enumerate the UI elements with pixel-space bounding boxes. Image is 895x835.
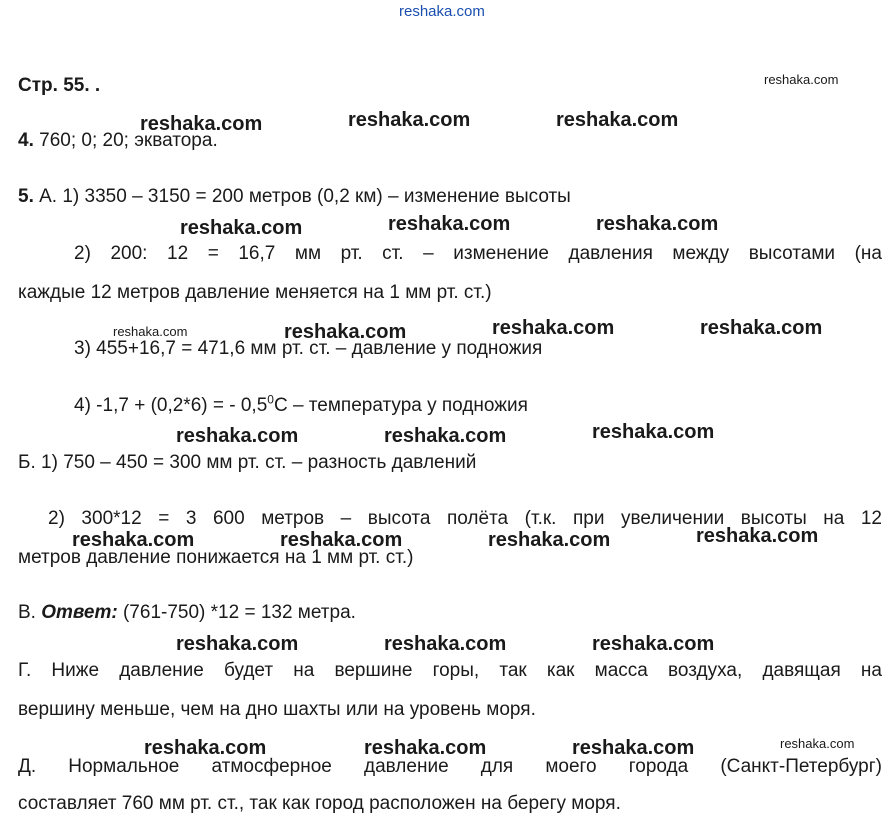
watermark: reshaka.com xyxy=(592,421,715,443)
watermark: reshaka.com xyxy=(384,425,507,447)
b2-line2: метров давление понижается на 1 мм рт. ст.) xyxy=(18,547,414,568)
a3-line: 3) 455+16,7 = 471,6 мм рт. ст. – давление у подножия xyxy=(74,338,543,359)
watermark: reshaka.com xyxy=(596,213,719,235)
b2-line1: 2) 300*12 = 3 600 метров – высота полёта (т.к. при увеличении высоты на 12 xyxy=(48,508,882,529)
v-prefix: В. xyxy=(18,602,42,623)
task-number: 4. xyxy=(18,130,34,151)
watermark: reshaka.com xyxy=(488,529,611,551)
g-line2: вершину меньше, чем на дно шахты или на уровень моря. xyxy=(18,699,536,720)
d-line2: составляет 760 мм рт. ст., так как город расположен на берегу моря. xyxy=(18,793,621,814)
watermark: reshaka.com xyxy=(364,737,487,759)
watermark: reshaka.com xyxy=(113,324,188,339)
top-watermark-link[interactable]: reshaka.com xyxy=(399,3,485,20)
watermark: reshaka.com xyxy=(780,736,855,751)
watermark: reshaka.com xyxy=(280,529,403,551)
task-4 xyxy=(18,129,218,153)
page-title: Стр. 55. . xyxy=(18,75,101,96)
watermark: reshaka.com xyxy=(176,425,299,447)
a4-line xyxy=(74,394,528,418)
answer-label: Ответ: xyxy=(41,602,118,623)
watermark: reshaka.com xyxy=(180,217,303,239)
a4-after: С – температура у подножия xyxy=(273,395,528,416)
watermark: reshaka.com xyxy=(696,525,819,547)
a2-line2: каждые 12 метров давление меняется на 1 мм рт. ст.) xyxy=(18,282,492,303)
watermark: reshaka.com xyxy=(284,321,407,343)
watermark: reshaka.com xyxy=(700,317,823,339)
watermark: reshaka.com xyxy=(176,633,299,655)
watermark: reshaka.com xyxy=(556,109,679,131)
watermark: reshaka.com xyxy=(384,633,507,655)
task-number: 5. xyxy=(18,186,34,207)
watermark: reshaka.com xyxy=(572,737,695,759)
watermark: reshaka.com xyxy=(388,213,511,235)
a4-before: 4) -1,7 + (0,2*6) = - 0,5 xyxy=(74,395,268,416)
watermark: reshaka.com xyxy=(592,633,715,655)
v-text: (761-750) *12 = 132 метра. xyxy=(117,602,356,623)
b1-line: Б. 1) 750 – 450 = 300 мм рт. ст. – разность давлений xyxy=(18,452,477,473)
g-line1: Г. Ниже давление будет на вершине горы, так как масса воздуха, давящая на xyxy=(18,660,882,681)
watermark: reshaka.com xyxy=(140,113,263,135)
watermark: reshaka.com xyxy=(144,737,267,759)
d-line1: Д. Нормальное атмосферное давление для моего города (Санкт-Петербург) xyxy=(18,756,882,777)
a2-line1: 2) 200: 12 = 16,7 мм рт. ст. – изменение давления между высотами (на xyxy=(74,243,882,264)
watermark: reshaka.com xyxy=(72,529,195,551)
v-line xyxy=(18,601,356,625)
watermark: reshaka.com xyxy=(348,109,471,131)
watermark: reshaka.com xyxy=(492,317,615,339)
task-4-text: 760; 0; 20; экватора. xyxy=(33,130,218,151)
task-5-a1 xyxy=(18,185,571,209)
a1-text: А. 1) 3350 – 3150 = 200 метров (0,2 км) – изменение высоты xyxy=(33,186,571,207)
watermark: reshaka.com xyxy=(764,72,839,87)
degree-sup: 0 xyxy=(267,392,274,407)
